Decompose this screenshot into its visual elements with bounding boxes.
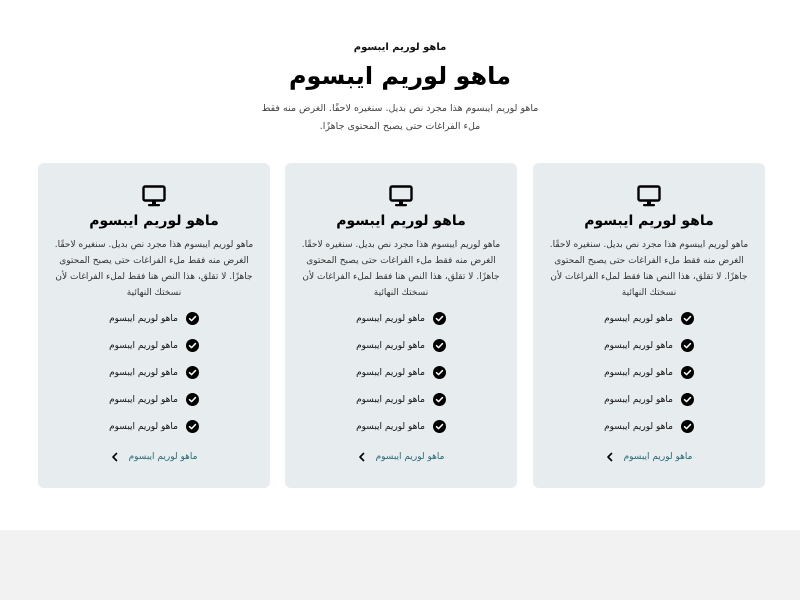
card-link-label: ماهو لوريم ايبسوم [375,452,445,462]
check-circle-icon [433,312,446,325]
monitor-icon [389,185,413,207]
card-link[interactable] [533,452,765,462]
section-description: ماهو لوريم ايبسوم هذا مجرد نص بديل. سنغيره لاحقًا. الغرض منه فقط ملء الفراغات حتى يصبح المحتوى جاهزًا. [261,103,539,132]
check-circle-icon [433,393,446,406]
feature-item [38,332,270,359]
feature-item [285,359,517,386]
feature-item [285,386,517,413]
feature-label: ماهو لوريم ايبسوم [604,394,673,405]
check-circle-icon [186,393,199,406]
check-circle-icon [681,393,694,406]
feature-card-3 [38,163,270,488]
check-circle-icon [681,420,694,433]
monitor-icon [142,185,166,207]
feature-label: ماهو لوريم ايبسوم [109,394,178,405]
check-circle-icon [681,366,694,379]
feature-card-2 [285,163,517,488]
feature-label: ماهو لوريم ايبسوم [109,367,178,378]
feature-card-1 [533,163,765,488]
feature-label: ماهو لوريم ايبسوم [604,340,673,351]
feature-label: ماهو لوريم ايبسوم [356,394,425,405]
check-circle-icon [186,312,199,325]
feature-list [285,305,517,440]
feature-label: ماهو لوريم ايبسوم [604,367,673,378]
card-title: ماهو لوريم ايبسوم [584,213,714,229]
feature-label: ماهو لوريم ايبسوم [356,367,425,378]
chevron-left-icon [111,452,119,462]
check-circle-icon [681,312,694,325]
feature-item [38,305,270,332]
feature-label: ماهو لوريم ايبسوم [604,313,673,324]
card-description: ماهو لوريم ايبسوم هذا مجرد نص بديل. سنغيره لاحقًا. الغرض منه فقط ملء الفراغات حتى يصبح المحتوى جاهزًا. لا تقلق، هذا النص هنا فقط لملء الفراغات لأن نسختك النهائية [54,240,254,298]
card-link[interactable] [38,452,270,462]
card-title: ماهو لوريم ايبسوم [89,213,219,229]
monitor-icon [637,185,661,207]
feature-label: ماهو لوريم ايبسوم [604,421,673,432]
feature-label: ماهو لوريم ايبسوم [109,421,178,432]
chevron-left-icon [606,452,614,462]
card-link-label: ماهو لوريم ايبسوم [128,452,198,462]
card-description: ماهو لوريم ايبسوم هذا مجرد نص بديل. سنغيره لاحقًا. الغرض منه فقط ملء الفراغات حتى يصبح المحتوى جاهزًا. لا تقلق، هذا النص هنا فقط لملء الفراغات لأن نسختك النهائية [549,240,749,298]
feature-list [533,305,765,440]
check-circle-icon [433,420,446,433]
feature-item [285,413,517,440]
feature-item [533,332,765,359]
feature-item [533,386,765,413]
feature-item [285,332,517,359]
feature-label: ماهو لوريم ايبسوم [356,421,425,432]
feature-item [38,386,270,413]
chevron-left-icon [358,452,366,462]
feature-list [38,305,270,440]
feature-label: ماهو لوريم ايبسوم [356,340,425,351]
check-circle-icon [433,339,446,352]
feature-item [38,413,270,440]
card-description: ماهو لوريم ايبسوم هذا مجرد نص بديل. سنغيره لاحقًا. الغرض منه فقط ملء الفراغات حتى يصبح المحتوى جاهزًا. لا تقلق، هذا النص هنا فقط لملء الفراغات لأن نسختك النهائية [301,240,501,298]
feature-item [533,359,765,386]
check-circle-icon [681,339,694,352]
check-circle-icon [433,366,446,379]
feature-label: ماهو لوريم ايبسوم [109,340,178,351]
card-title: ماهو لوريم ايبسوم [336,213,466,229]
check-circle-icon [186,339,199,352]
feature-label: ماهو لوريم ايبسوم [356,313,425,324]
feature-item [285,305,517,332]
card-link-label: ماهو لوريم ايبسوم [623,452,693,462]
check-circle-icon [186,366,199,379]
feature-item [533,413,765,440]
card-link[interactable] [285,452,517,462]
footer-band [0,530,800,600]
feature-item [38,359,270,386]
feature-item [533,305,765,332]
section-eyebrow: ماهو لوريم ايبسوم [353,42,447,53]
section-title: ماهو لوريم ايبسوم [288,62,512,90]
check-circle-icon [186,420,199,433]
feature-label: ماهو لوريم ايبسوم [109,313,178,324]
